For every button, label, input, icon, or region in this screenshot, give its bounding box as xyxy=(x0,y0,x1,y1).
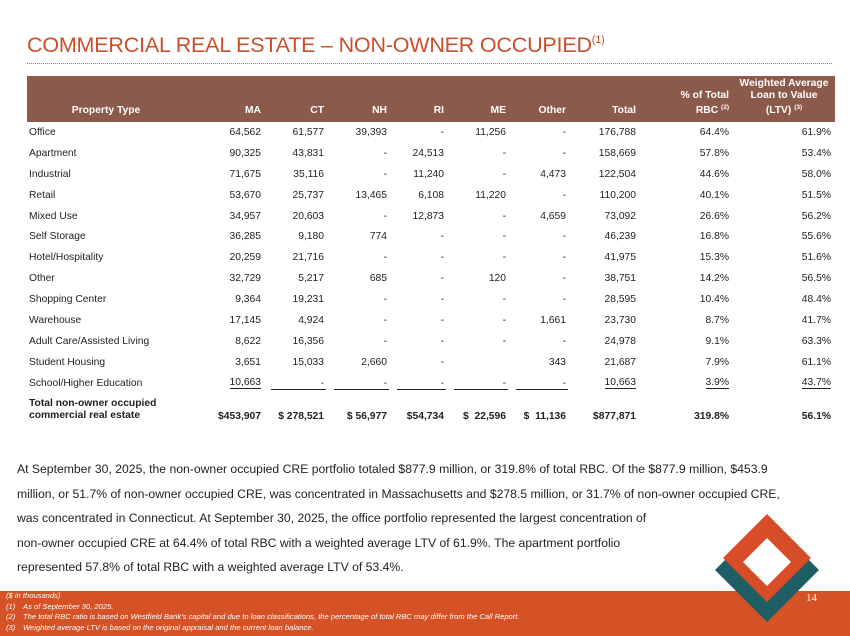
cell-ct: 35,116 xyxy=(293,168,324,180)
cell-ri: - xyxy=(440,356,444,368)
header-me: ME xyxy=(448,76,510,122)
cell-nh: - xyxy=(383,147,387,159)
cell-nh: - xyxy=(328,373,391,394)
cell-other: - xyxy=(510,373,570,394)
table-body xyxy=(27,122,835,424)
cell-ltv: 43.7% xyxy=(801,377,831,389)
cell-ct: 9,180 xyxy=(298,231,324,243)
cell-nh: - xyxy=(383,335,387,347)
row-label: Self Storage xyxy=(29,231,86,243)
cell-ct: 61,577 xyxy=(292,126,324,138)
cell-ma: 10,663 xyxy=(229,377,261,389)
cell-other: - xyxy=(562,147,566,159)
header-ltv-line3: (LTV) xyxy=(765,105,792,116)
cell-other: - xyxy=(562,126,566,138)
cell-ct: 19,231 xyxy=(292,294,324,306)
cell-ltv: 61.9% xyxy=(801,126,831,138)
header-property-type: Property Type xyxy=(27,76,185,122)
table-row xyxy=(27,268,835,289)
row-label: Student Housing xyxy=(29,356,106,368)
cell-me: 120 xyxy=(488,273,506,285)
cell-total: 158,669 xyxy=(598,147,636,159)
cell-ltv: 58.0% xyxy=(801,168,831,180)
cell-ltv: 61.1% xyxy=(801,356,831,368)
cell-nh: 2,660 xyxy=(361,356,387,368)
cell-pct: 9.1% xyxy=(705,335,729,347)
footnotes xyxy=(6,591,706,633)
header-pct-rbc-line2: RBC xyxy=(695,105,719,116)
cell-total: 10,663 xyxy=(604,377,636,389)
cell-ct: 43,831 xyxy=(292,147,324,159)
table-row-school xyxy=(27,373,835,394)
table-row xyxy=(27,310,835,331)
cell-ct: 20,603 xyxy=(292,210,324,222)
cell-ltv: 41.7% xyxy=(801,314,831,326)
cell-ltv: 53.4% xyxy=(801,147,831,159)
footnote-units: ($ in thousands) xyxy=(6,591,61,600)
cell-pct: 14.2% xyxy=(699,273,729,285)
cell-total: 24,978 xyxy=(604,335,636,347)
cell-pct: 10.4% xyxy=(699,294,729,306)
cell-ri: 6,108 xyxy=(418,189,444,201)
cell-me: - xyxy=(502,294,506,306)
cell-ltv: 56.2% xyxy=(801,210,831,222)
cell-total: 21,687 xyxy=(604,356,636,368)
cell-ri: - xyxy=(440,252,444,264)
cell-nh: 774 xyxy=(369,231,387,243)
header-nh: NH xyxy=(328,76,391,122)
cell-me: 11,220 xyxy=(475,189,506,201)
cell-total: 28,595 xyxy=(604,294,636,306)
title-footnote-marker: (1) xyxy=(591,34,605,46)
title-divider xyxy=(27,63,832,64)
cell-ltv: 51.6% xyxy=(801,252,831,264)
cell-total: 41,975 xyxy=(604,252,636,264)
total-ri: $54,734 xyxy=(406,410,444,422)
header-other: Other xyxy=(510,76,570,122)
table-row xyxy=(27,143,835,164)
total-ma: $453,907 xyxy=(218,410,261,422)
cell-ma: 20,259 xyxy=(229,252,261,264)
page-title-text: COMMERCIAL REAL ESTATE – NON-OWNER OCCUPIED xyxy=(27,33,592,57)
cell-ma: 90,325 xyxy=(229,147,261,159)
table-header xyxy=(27,76,835,122)
cell-pct: 57.8% xyxy=(699,147,729,159)
cell-other: 343 xyxy=(548,356,566,368)
cell-other: - xyxy=(562,335,566,347)
row-label: Hotel/Hospitality xyxy=(29,252,104,264)
cell-ma: 64,562 xyxy=(229,126,261,138)
cell-other: 4,659 xyxy=(540,210,566,222)
cell-total: 23,730 xyxy=(604,314,636,326)
total-me: $ 22,596 xyxy=(463,410,506,422)
header-ct: CT xyxy=(265,76,328,122)
cell-me: - xyxy=(502,168,506,180)
row-label: Adult Care/Assisted Living xyxy=(29,335,150,347)
cell-ct: 15,033 xyxy=(292,356,324,368)
cell-me: - xyxy=(502,210,506,222)
cre-table xyxy=(27,76,835,424)
header-ltv xyxy=(733,76,835,122)
total-other: $ 11,136 xyxy=(523,410,566,422)
table-row xyxy=(27,164,835,185)
cell-other: - xyxy=(562,273,566,285)
cell-ma: 8,622 xyxy=(235,335,261,347)
cell-other: - xyxy=(562,294,566,306)
table-row xyxy=(27,122,835,143)
row-label: Industrial xyxy=(29,168,71,180)
cell-other: - xyxy=(562,231,566,243)
cell-ma: 9,364 xyxy=(235,294,261,306)
header-ri: RI xyxy=(391,76,448,122)
cell-ma: 34,957 xyxy=(229,210,261,222)
cell-ltv: 56.5% xyxy=(801,273,831,285)
cell-me: 11,256 xyxy=(475,126,506,138)
narrative-line: non-owner occupied CRE at 64.4% of total RBC with a weighted average LTV of 61.9%. The apartment portfolio xyxy=(17,535,621,550)
cell-nh: - xyxy=(383,168,387,180)
cell-total: 176,788 xyxy=(598,126,636,138)
header-total: Total xyxy=(570,76,640,122)
cell-nh: - xyxy=(383,210,387,222)
row-label: Retail xyxy=(29,189,56,201)
header-pct-rbc xyxy=(640,76,733,122)
cell-pct: 16.8% xyxy=(699,231,729,243)
cell-nh: 39,393 xyxy=(355,126,387,138)
total-nh: $ 56,977 xyxy=(346,410,387,422)
cell-ltv: 55.6% xyxy=(801,231,831,243)
narrative-line: At September 30, 2025, the non-owner occupied CRE portfolio totaled $877.9 million, or 319.8% of total RBC. Of the $877.9 million, $453.9 xyxy=(17,462,768,476)
footnote-item: (2) The total RBC ratio is based on Westfield Bank’s capital and due to loan classifications, the percentage of total RBC may differ from the Call Report. xyxy=(6,612,520,622)
row-label: Warehouse xyxy=(29,314,82,326)
cell-ri: - xyxy=(440,126,444,138)
diamond-logo-icon xyxy=(711,514,823,626)
cell-ri: - xyxy=(440,335,444,347)
cell-other: - xyxy=(562,189,566,201)
cell-nh: - xyxy=(383,294,387,306)
total-pct: 319.8% xyxy=(694,410,729,422)
cell-ma: 53,670 xyxy=(229,189,261,201)
total-ltv: 56.1% xyxy=(801,410,831,422)
row-label: Office xyxy=(29,126,56,138)
cell-ri: - xyxy=(391,373,448,394)
cell-ri: - xyxy=(440,314,444,326)
cell-pct: 26.6% xyxy=(699,210,729,222)
narrative-line: represented 57.8% of total RBC with a weighted average LTV of 53.4%. xyxy=(17,560,404,574)
table-row xyxy=(27,226,835,247)
table-row-total xyxy=(27,394,835,424)
cell-ct: 5,217 xyxy=(298,273,324,285)
cell-pct: 40.1% xyxy=(699,189,729,201)
cell-ct: 16,356 xyxy=(292,335,324,347)
header-ltv-line1: Weighted Average xyxy=(739,78,829,89)
total-total: $877,871 xyxy=(593,410,636,422)
cell-total: 122,504 xyxy=(598,168,636,180)
row-label: Shopping Center xyxy=(29,294,107,306)
cell-ltv: 48.4% xyxy=(801,294,831,306)
cell-nh: 685 xyxy=(369,273,387,285)
cell-ct: 4,924 xyxy=(298,314,324,326)
cell-ct: 25,737 xyxy=(292,189,324,201)
cell-pct: 7.9% xyxy=(705,356,729,368)
narrative-line: million, or 51.7% of non-owner occupied CRE, was concentrated in Massachusetts and $278.5 million, or 31.7% of non-owner occupied CRE, xyxy=(17,486,780,501)
cell-ltv: 63.3% xyxy=(801,335,831,347)
cell-ma: 17,145 xyxy=(229,314,261,326)
cell-ri: 12,873 xyxy=(412,210,444,222)
table-row xyxy=(27,185,835,206)
cell-ri: - xyxy=(440,231,444,243)
table-row xyxy=(27,206,835,227)
table-row xyxy=(27,352,835,373)
cell-me: - xyxy=(502,147,506,159)
cell-me: - xyxy=(502,314,506,326)
cell-me xyxy=(448,352,510,373)
header-pct-rbc-note: (2) xyxy=(721,104,729,111)
cell-nh: - xyxy=(383,314,387,326)
cell-pct: 3.9% xyxy=(705,377,729,389)
cell-ri: 24,513 xyxy=(412,147,444,159)
cell-me: - xyxy=(502,231,506,243)
cell-me: - xyxy=(502,252,506,264)
narrative-line: was concentrated in Connecticut. At September 30, 2025, the office portfolio represented the largest concentration of xyxy=(17,511,647,525)
table-row xyxy=(27,331,835,352)
cell-total: 73,092 xyxy=(604,210,636,222)
header-ma: MA xyxy=(185,76,265,122)
header-ltv-line2: Loan to Value xyxy=(750,90,818,101)
cell-pct: 44.6% xyxy=(699,168,729,180)
row-label: School/Higher Education xyxy=(29,377,143,389)
row-label: Apartment xyxy=(29,147,77,159)
table-row xyxy=(27,289,835,310)
cell-ct: 21,716 xyxy=(292,252,324,264)
cell-other: - xyxy=(562,252,566,264)
header-pct-rbc-line1: % of Total xyxy=(680,90,729,101)
cell-pct: 15.3% xyxy=(699,252,729,264)
cell-ma: 36,285 xyxy=(229,231,261,243)
cell-ltv: 51.5% xyxy=(801,189,831,201)
row-label: Other xyxy=(29,273,55,285)
cell-nh: 13,465 xyxy=(355,189,387,201)
table-row xyxy=(27,247,835,268)
cell-me: - xyxy=(502,335,506,347)
cell-ma: 71,675 xyxy=(229,168,261,180)
cell-ri: 11,240 xyxy=(413,168,444,180)
footnote-item: (3) Weighted average LTV is based on the original appraisal and the current loan balance. xyxy=(6,622,314,632)
page-number: 14 xyxy=(806,592,817,604)
cell-me: - xyxy=(448,373,510,394)
cell-other: 1,661 xyxy=(540,314,566,326)
total-row-label: Total non-owner occupied commercial real estate xyxy=(29,397,157,421)
cell-ri: - xyxy=(440,273,444,285)
cell-ct: - xyxy=(265,373,328,394)
cell-total: 110,200 xyxy=(599,189,636,201)
cell-total: 38,751 xyxy=(604,273,636,285)
cell-pct: 8.7% xyxy=(705,314,729,326)
cell-ma: 32,729 xyxy=(229,273,261,285)
page-title xyxy=(27,33,605,58)
footnote-item: (1) As of September 30, 2025. xyxy=(6,601,114,611)
header-ltv-note: (3) xyxy=(794,104,803,111)
total-ct: $ 278,521 xyxy=(278,410,324,422)
cell-ri: - xyxy=(440,294,444,306)
row-label: Mixed Use xyxy=(29,210,78,222)
cell-pct: 64.4% xyxy=(699,126,729,138)
cell-other: 4,473 xyxy=(540,168,566,180)
cell-nh: - xyxy=(383,252,387,264)
cell-total: 46,239 xyxy=(604,231,636,243)
cell-ma: 3,651 xyxy=(235,356,261,368)
